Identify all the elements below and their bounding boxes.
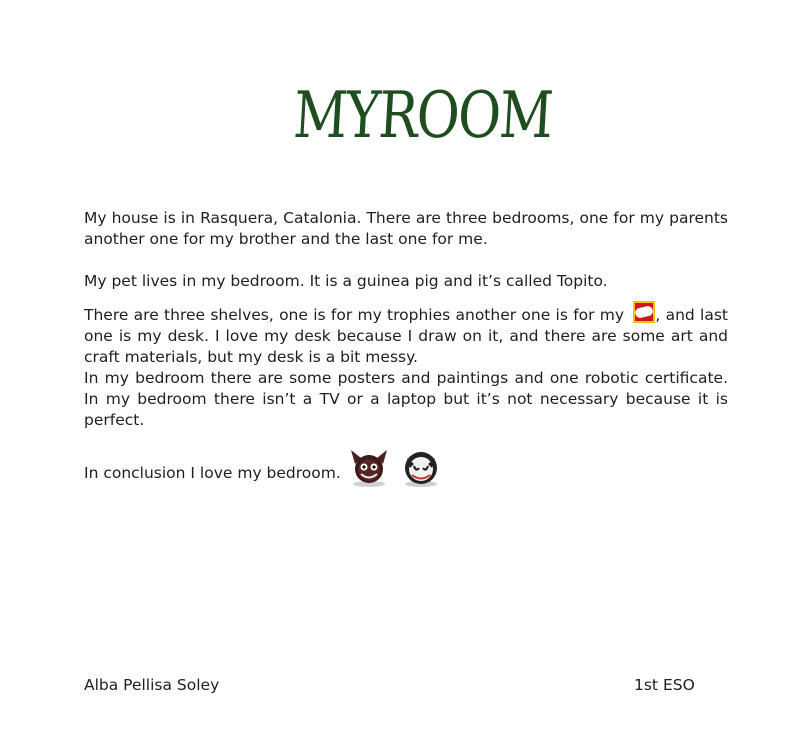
conclusion-text: In conclusion I love my bedroom.	[84, 463, 341, 482]
brown-animatronic-face-icon	[347, 446, 391, 488]
paragraph-pet: My pet lives in my bedroom. It is a guinea pig and it’s called Topito.	[84, 272, 608, 290]
emoji-group	[347, 446, 443, 488]
paragraph-house: My house is in Rasquera, Catalonia. There are three bedrooms, one for my parents another one for my brother and the last one for me.	[84, 209, 728, 248]
paragraph-shelves-end: , and last one is my desk. I love my desk because I draw on it, and there are some art and craft materials, but my desk is a bit messy.	[84, 306, 728, 366]
grade-label: 1st ESO	[634, 676, 695, 694]
lego-logo-icon	[633, 301, 655, 323]
paragraph-shelves	[84, 301, 728, 368]
paragraph-posters: In my bedroom there are some posters and paintings and one robotic certificate. In my bedroom there isn’t a TV or a laptop but it’s not necessary because it is perfect.	[84, 369, 728, 429]
paragraph-conclusion	[84, 452, 728, 494]
white-animatronic-face-icon	[399, 446, 443, 488]
page-title: MYROOM	[291, 79, 554, 153]
paragraph-shelves-start: There are three shelves, one is for my trophies another one is for my	[84, 306, 630, 324]
author-name: Alba Pellisa Soley	[84, 676, 220, 694]
body-text	[84, 208, 728, 494]
